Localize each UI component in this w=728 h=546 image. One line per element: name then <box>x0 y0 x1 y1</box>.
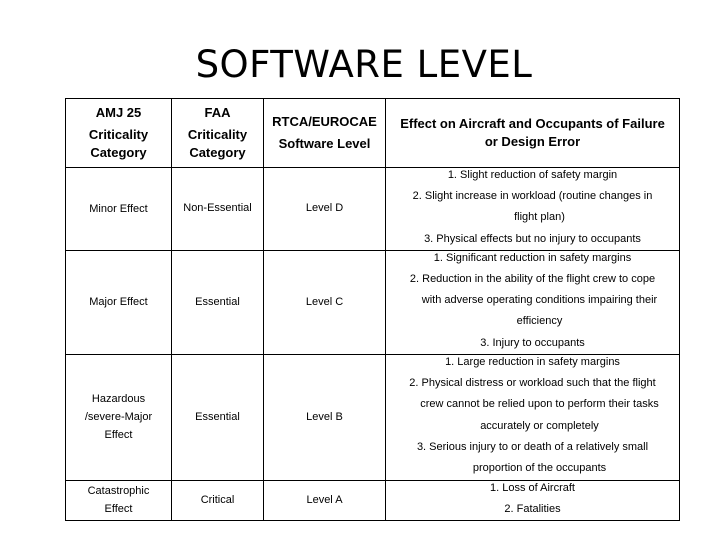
software-level-cell: Level C <box>264 250 386 354</box>
header-row <box>66 99 680 168</box>
software-level-cell: Level B <box>264 355 386 480</box>
header-faa-criticality: FAA Criticality Category <box>172 99 264 168</box>
effect-cell: 1. Loss of Aircraft 2. Fatalities <box>386 480 680 520</box>
header-effect: Effect on Aircraft and Occupants of Failure or Design Error <box>386 99 680 168</box>
header-software-level: RTCA/EUROCAE Software Level <box>264 99 386 168</box>
table-row-level-b <box>66 355 680 480</box>
faa-category-cell: Essential <box>172 250 264 354</box>
table-row-level-d <box>66 168 680 251</box>
table-row-level-c <box>66 250 680 354</box>
software-level-cell: Level A <box>264 480 386 520</box>
amj-category-cell: Catastrophic Effect <box>66 480 172 520</box>
amj-category-cell: Hazardous /severe-Major Effect <box>66 355 172 480</box>
amj-category-cell: Minor Effect <box>66 168 172 251</box>
effect-cell: 1. Significant reduction in safety margins 2. Reduction in the ability of the flight crew to cope with adverse operating conditions impairing their efficiency 3. Injury to occupants <box>386 250 680 354</box>
faa-category-cell: Critical <box>172 480 264 520</box>
software-level-table <box>65 98 680 521</box>
header-amj-criticality: AMJ 25 Criticality Category <box>66 99 172 168</box>
faa-category-cell: Essential <box>172 355 264 480</box>
effect-cell: 1. Large reduction in safety margins 2. Physical distress or workload such that the flight crew cannot be relied upon to perform their tasks accurately or completely 3. Serious injury to or death of a relatively small proportion of the occupants <box>386 355 680 480</box>
effect-cell: 1. Slight reduction of safety margin 2. Slight increase in workload (routine changes in flight plan) 3. Physical effects but no injury to occupants <box>386 168 680 251</box>
table-row-level-a <box>66 480 680 520</box>
amj-category-cell: Major Effect <box>66 250 172 354</box>
slide-title: SOFTWARE LEVEL <box>195 43 533 86</box>
faa-category-cell: Non-Essential <box>172 168 264 251</box>
software-level-cell: Level D <box>264 168 386 251</box>
